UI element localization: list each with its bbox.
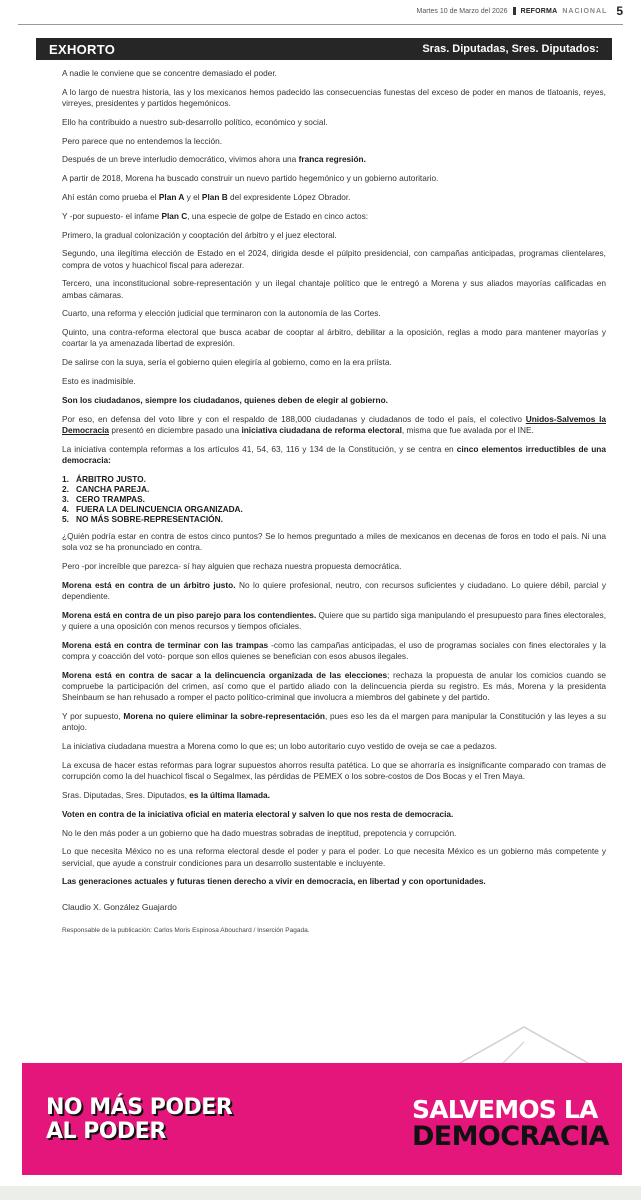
list-number: 2. xyxy=(62,483,69,494)
text-run: Ahí están como prueba el xyxy=(62,191,159,202)
text-run: Pero -por increíble que parezca- sí hay alguien que rechaza nuestra propuesta democrática. xyxy=(62,561,402,572)
paragraph xyxy=(62,211,606,222)
newspaper-name: REFORMA xyxy=(520,7,558,15)
text-run: , misma que fue avalada por el INE. xyxy=(401,424,534,435)
paragraphs-part-2 xyxy=(62,531,606,887)
text-run: A partir de 2018, Morena ha buscado construir un nuevo partido hegemónico y un gobierno autoritario. xyxy=(62,173,439,184)
text-run: ¿Quién podría estar en contra de estos cinco puntos? Se lo hemos preguntado a miles de mexicanos en decenas de foros en todo el país. Ni una sola voz se ha pronunciado en contra. xyxy=(62,531,606,553)
paragraph xyxy=(62,876,606,887)
banner-slogan xyxy=(46,1096,232,1144)
list-label: FUERA LA DELINCUENCIA ORGANIZADA. xyxy=(76,503,243,514)
text-run: Lo que necesita México no es una reforma electoral desde el poder y para el poder. Lo que necesita México es un gobierno más competente y servicial, que ayude a construir condiciones para un desarrollo sustentable e incluyente. xyxy=(62,846,606,868)
text-run: Después de un breve interludio democrático, vivimos ahora una xyxy=(62,154,299,165)
bold-text: Voten en contra de la iniciativa oficial en materia electoral y salven lo que nos resta de democracia. xyxy=(62,808,454,819)
paragraph xyxy=(62,173,606,184)
text-run: y el xyxy=(184,191,202,202)
article-body xyxy=(62,68,606,944)
list-label: NO MÁS SOBRE-REPRESENTACIÓN. xyxy=(76,513,223,524)
list-number: 1. xyxy=(62,473,69,484)
publication-responsible: Responsable de la publicación: Carlos Moris Espinosa Abouchard / Inserción Pagada. xyxy=(62,926,310,934)
paragraph xyxy=(62,68,606,79)
bold-text: Plan C xyxy=(161,210,188,221)
title-right: Sras. Diputadas, Sres. Diputados: xyxy=(422,43,599,55)
bold-text: Las generaciones actuales y futuras tienen derecho a vivir en democracia, en libertad y con oportunidades. xyxy=(62,876,486,887)
paragraph xyxy=(62,640,606,662)
text-run: Y -por supuesto- el infame xyxy=(62,210,162,221)
list-number: 4. xyxy=(62,503,69,514)
paragraph xyxy=(62,376,606,387)
text-run: , pues eso les da el margen para manipular la Constitución y las leyes a su antojo. xyxy=(62,711,606,733)
text-run: De salirse con la suya, sería el gobierno quien elegiría al gobierno, como en la era priísta. xyxy=(62,357,392,368)
paragraph xyxy=(62,357,606,368)
title-left: EXHORTO xyxy=(49,41,116,57)
text-run: Tercero, una inconstitucional sobre-representación y un ilegal chantaje político que le entregó a Morena y sus aliados mayorías calificadas en ambas cámaras. xyxy=(62,278,606,300)
bold-text: Morena no quiere eliminar la sobre-representación xyxy=(123,711,325,722)
paragraph xyxy=(62,846,606,868)
list-item xyxy=(62,484,606,494)
paragraph xyxy=(62,192,606,203)
paragraph xyxy=(62,610,606,632)
bold-text: es la última llamada. xyxy=(189,789,270,800)
page-header xyxy=(417,4,624,18)
text-run: del expresidente López Obrador. xyxy=(227,191,351,202)
logo-line-1: SALVEMOS LA xyxy=(412,1095,598,1124)
text-run: ; rechaza la propuesta de anular los comicios cuando se compruebe la participación del crimen, así como que el partido aliado con la delincuencia pierda su registro. Es más, Morena y la presidenta Sheinbaum se han rehusado a romper el pacto político-criminal que involucra a miembros del gabinete y del partido. xyxy=(62,669,607,703)
paragraph xyxy=(62,395,606,406)
text-run: Primero, la gradual colonización y cooptación del árbitro y el juez electoral. xyxy=(62,229,337,240)
bold-text: franca regresión. xyxy=(298,154,366,165)
bold-text: Morena está en contra de un árbitro justo. xyxy=(62,579,236,590)
bold-text: Unidos-Salvemos la Democracia xyxy=(62,413,606,435)
list-item xyxy=(62,514,606,524)
text-run: Quinto, una contra-reforma electoral que busca acabar de cooptar al árbitro, debilitar a la oposición, reglas a modo para mantener mayorías y coartar la ya amenazada libertad de expresión. xyxy=(62,327,606,349)
paragraph xyxy=(62,580,606,602)
bold-text: cinco elementos irreductibles de una democracia: xyxy=(62,443,606,465)
paragraph xyxy=(62,741,606,752)
paragraph xyxy=(62,117,606,128)
logo-line-2: DEMOCRACIA xyxy=(412,1121,609,1152)
bold-text: Morena está en contra de sacar a la delincuencia organizada de las elecciones xyxy=(62,669,388,680)
text-run: La excusa de hacer estas reformas para lograr supuestos ahorros resulta patética. Lo que se ahorraría es insignificante comparado con tramas de corrupción como la del huachicol fiscal o Segalmex, las pérdidas de PEMEX o los sobre-costos de Dos Bocas y el Tren Maya. xyxy=(62,759,606,782)
list-label: CERO TRAMPAS. xyxy=(76,493,145,504)
list-number: 5. xyxy=(62,513,69,524)
paragraph xyxy=(62,154,606,165)
paragraph xyxy=(62,308,606,319)
paragraph xyxy=(62,809,606,820)
paragraph xyxy=(62,828,606,839)
text-run: La iniciativa contempla reformas a los artículos 41, 54, 63, 116 y 134 de la Constitución, y se centra en xyxy=(62,443,457,454)
page-number: 5 xyxy=(616,4,623,18)
text-run: Segundo, una ilegítima elección de Estado en el 2024, dirigida desde el púlpito presidencial, con campañas anticipadas, programas clientelares, compra de votos y huachicol fiscal para aderezar. xyxy=(62,248,606,270)
paragraph xyxy=(62,561,606,572)
list-label: ÁRBITRO JUSTO. xyxy=(76,473,146,484)
slogan-line-1: NO MÁS PODER xyxy=(46,1095,233,1120)
paragraph xyxy=(62,327,606,349)
paragraph xyxy=(62,230,606,241)
text-run: No le den más poder a un gobierno que ha dado muestras sobradas de ineptitud, prepotencia y corrupción. xyxy=(62,827,457,838)
list-number: 3. xyxy=(62,493,69,504)
bold-text: Morena está en contra de un piso parejo para los contendientes. xyxy=(62,609,317,620)
text-run: A nadie le conviene que se concentre demasiado el poder. xyxy=(62,68,277,78)
paragraph xyxy=(62,248,606,270)
section-name: NACIONAL xyxy=(562,7,608,15)
title-bar xyxy=(36,38,612,60)
bold-text: Morena está en contra de terminar con las trampas xyxy=(62,639,269,650)
text-run: -como las campañas anticipadas, el uso de programas sociales con fines electorales y la compra y coacción del voto- porque son ellos quienes se benefician con esos abusos ilegales. xyxy=(62,639,606,662)
bold-text: iniciativa ciudadana de reforma electoral xyxy=(241,424,402,435)
paragraph xyxy=(62,790,606,801)
list-label: CANCHA PAREJA. xyxy=(76,483,150,494)
text-run: Por eso, en defensa del voto libre y con el respaldo de 188,000 ciudadanas y ciudadanos de todo el país, el colectivo xyxy=(62,413,526,424)
page-footer-strip xyxy=(0,1186,641,1200)
five-points-list xyxy=(62,474,606,524)
text-run: La iniciativa ciudadana muestra a Morena como lo que es; un lobo autoritario cuyo vestido de oveja se cae a pedazos. xyxy=(62,741,497,752)
paragraph xyxy=(62,278,606,300)
slogan-line-2: AL PODER xyxy=(46,1119,166,1144)
text-run: A lo largo de nuestra historia, las y los mexicanos hemos padecido las consecuencias funestas del exceso de poder en manos de tlatoanis, reyes, virreyes, presidentes y partidos hegemónicos. xyxy=(62,86,606,108)
header-date: Martes 10 de Marzo del 2026 xyxy=(416,7,508,15)
paragraph xyxy=(62,136,606,147)
bold-text: Plan B xyxy=(201,191,228,202)
text-run: Ello ha contribuido a nuestro sub-desarrollo político, económico y social. xyxy=(62,116,328,127)
campaign-banner xyxy=(22,1063,622,1175)
text-run: Cuarto, una reforma y elección judicial que terminaron con la autonomía de las Cortes. xyxy=(62,308,381,319)
list-item xyxy=(62,494,606,504)
salvemos-la-democracia-logo xyxy=(412,1096,609,1150)
paragraph xyxy=(62,531,606,553)
text-run: presentó en diciembre pasado una xyxy=(109,424,242,435)
paragraph xyxy=(62,670,606,704)
text-run: Esto es inadmisible. xyxy=(62,375,136,386)
paragraph xyxy=(62,760,606,782)
signature: Claudio X. González Guajardo xyxy=(62,901,177,912)
text-run: Y por supuesto, xyxy=(62,711,124,722)
text-run: Quiere que su partido siga manipulando el presupuesto para fines electorales, y quiere a una oposición con menos recursos y tiempos oficiales. xyxy=(62,609,606,632)
paragraph xyxy=(62,444,606,466)
bold-text: Son los ciudadanos, siempre los ciudadanos, quienes deben de elegir al gobierno. xyxy=(62,394,388,405)
text-run: Sras. Diputadas, Sres. Diputados, xyxy=(62,789,190,800)
header-separator xyxy=(513,7,516,15)
text-run: No lo quiere profesional, neutro, con recursos suficientes y ciudadano. Lo quiere débil, parcial y dependiente. xyxy=(62,579,606,602)
paragraph xyxy=(62,711,606,733)
header-rule xyxy=(18,24,623,25)
paragraph xyxy=(62,87,606,109)
list-item xyxy=(62,504,606,514)
paragraph xyxy=(62,414,606,436)
text-run: Pero parece que no entendemos la lección. xyxy=(62,135,223,146)
paragraphs-part-1 xyxy=(62,68,606,466)
text-run: , una especie de golpe de Estado en cinco actos: xyxy=(187,210,369,221)
list-item xyxy=(62,474,606,484)
bold-text: Plan A xyxy=(158,191,185,202)
